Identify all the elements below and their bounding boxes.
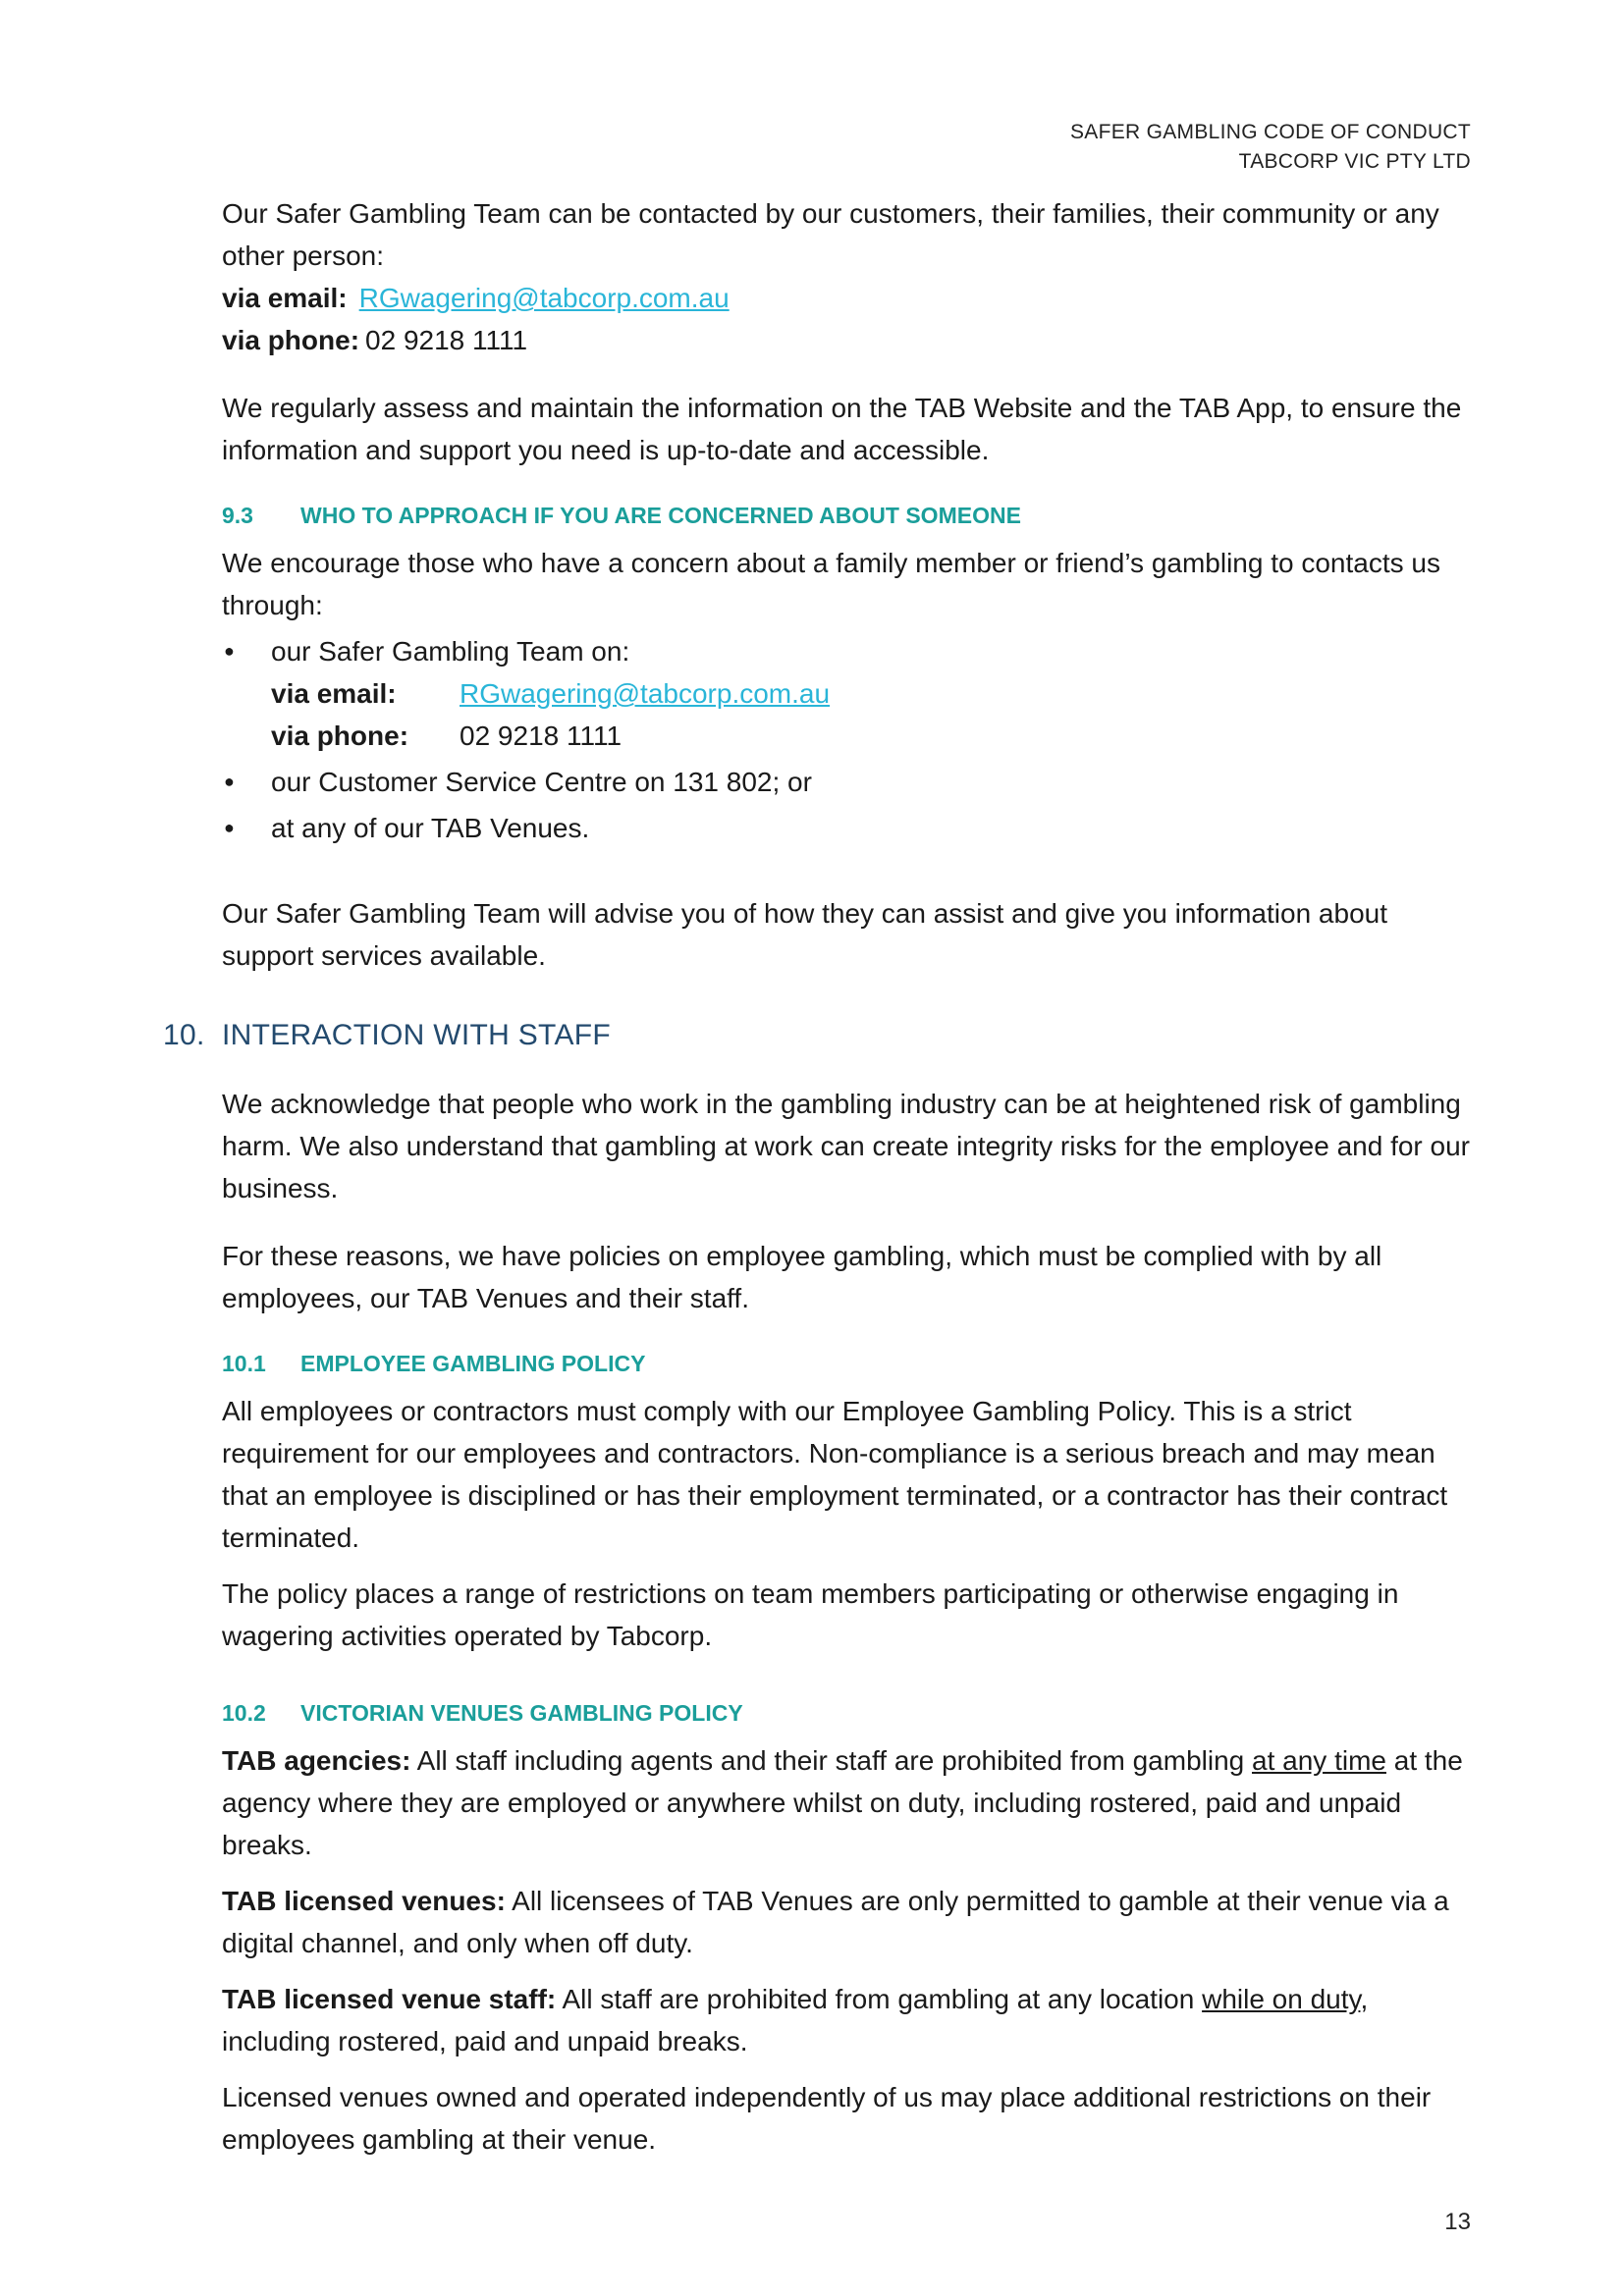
bullet-team: our Safer Gambling Team on: — [271, 636, 630, 667]
section-title: INTERACTION WITH STAFF — [222, 1019, 612, 1051]
venue-staff-paragraph — [222, 1978, 1479, 2062]
agencies-paragraph — [222, 1739, 1479, 1866]
contact-options-list — [222, 630, 1479, 849]
contact-email-line — [222, 277, 1479, 319]
email-link[interactable]: RGwagering@tabcorp.com.au — [358, 283, 730, 313]
section-title: WHO TO APPROACH IF YOU ARE CONCERNED ABOUT SOMEONE — [300, 503, 1021, 528]
section-number: 10. — [163, 1019, 205, 1051]
section-heading-10-1 — [222, 1347, 1479, 1380]
list-item — [222, 630, 1479, 757]
venue-staff-underlined: while on duty — [1202, 1984, 1361, 2014]
agencies-label: TAB agencies: — [222, 1745, 411, 1776]
venues-text: All licensees of TAB Venues are only permitted to gamble at their venue via a digital channel, and only when off duty. — [222, 1886, 1449, 1958]
section-heading-10-2 — [222, 1696, 1479, 1730]
email-label: via email: — [271, 678, 397, 709]
section-number: 10.1 — [222, 1351, 266, 1376]
venues-label: TAB licensed venues: — [222, 1886, 506, 1916]
section-heading-10 — [163, 1016, 1479, 1055]
phone-number: 02 9218 1111 — [460, 721, 623, 751]
section-heading-9-3 — [222, 499, 1479, 532]
contact-intro: Our Safer Gambling Team can be contacted by our customers, their families, their community or any other person: — [222, 198, 1439, 271]
staff-paragraph-2: For these reasons, we have policies on employee gambling, which must be complied with by all employees, our TAB Venues and their staff. — [222, 1241, 1382, 1313]
email-label: via email: — [222, 283, 348, 313]
section-number: 9.3 — [222, 503, 253, 528]
section-number: 10.2 — [222, 1700, 266, 1726]
section-title: EMPLOYEE GAMBLING POLICY — [300, 1351, 646, 1376]
independent-venues-paragraph: Licensed venues owned and operated independently of us may place additional restrictions on their employees gambling at their venue. — [222, 2082, 1432, 2155]
assess-paragraph: We regularly assess and maintain the information on the TAB Website and the TAB App, to ensure the information and support you need is up-to-date and accessible. — [222, 393, 1462, 465]
phone-number: 02 9218 1111 — [365, 325, 528, 355]
policy-paragraph-2: The policy places a range of restrictions on team members participating or otherwise engaging in wagering activities operated by Tabcorp. — [222, 1578, 1399, 1651]
venue-staff-text-end: , including rostered, paid and unpaid breaks. — [222, 1984, 1369, 2056]
page-number: 13 — [1444, 2209, 1471, 2235]
agencies-text-start: All staff including agents and their staff are prohibited from gambling — [416, 1745, 1245, 1776]
section-title: VICTORIAN VENUES GAMBLING POLICY — [300, 1700, 743, 1726]
agencies-underlined: at any time — [1252, 1745, 1386, 1776]
list-item: ● at any of our TAB Venues. — [222, 807, 1479, 849]
contact-phone-line — [222, 319, 1479, 361]
concern-outro: Our Safer Gambling Team will advise you of how they can assist and give you information about support services available. — [222, 898, 1387, 971]
page-header — [1070, 118, 1471, 177]
phone-label: via phone: — [222, 325, 360, 355]
venue-staff-label: TAB licensed venue staff: — [222, 1984, 557, 2014]
list-item: ● our Customer Service Centre on 131 802; or — [222, 761, 1479, 803]
policy-paragraph-1: All employees or contractors must comply with our Employee Gambling Policy. This is a strict requirement for our employees and contractors. Non-compliance is a serious breach and may mean that an employee is disciplined or has their employment terminated, or a contractor has their contract terminated. — [222, 1396, 1448, 1553]
team-phone-row — [271, 715, 1479, 757]
phone-label: via phone: — [271, 721, 409, 751]
team-email-row — [271, 672, 1479, 715]
header-document-title: SAFER GAMBLING CODE OF CONDUCT — [1069, 121, 1471, 143]
header-company: TABCORP VIC PTY LTD — [1238, 150, 1471, 173]
document-body — [163, 192, 1479, 2161]
concern-intro: We encourage those who have a concern about a family member or friend’s gambling to contacts us through: — [222, 548, 1440, 620]
email-link[interactable]: RGwagering@tabcorp.com.au — [460, 678, 831, 709]
staff-paragraph-1: We acknowledge that people who work in the gambling industry can be at heightened risk of gambling harm. We also understand that gambling at work can create integrity risks for the employee and for our business. — [222, 1089, 1471, 1203]
agencies-text-end: at the agency where they are employed or anywhere whilst on duty, including rostered, paid and unpaid breaks. — [222, 1745, 1463, 1860]
venues-paragraph — [222, 1880, 1479, 1964]
venue-staff-text-start: All staff are prohibited from gambling at any location — [562, 1984, 1195, 2014]
